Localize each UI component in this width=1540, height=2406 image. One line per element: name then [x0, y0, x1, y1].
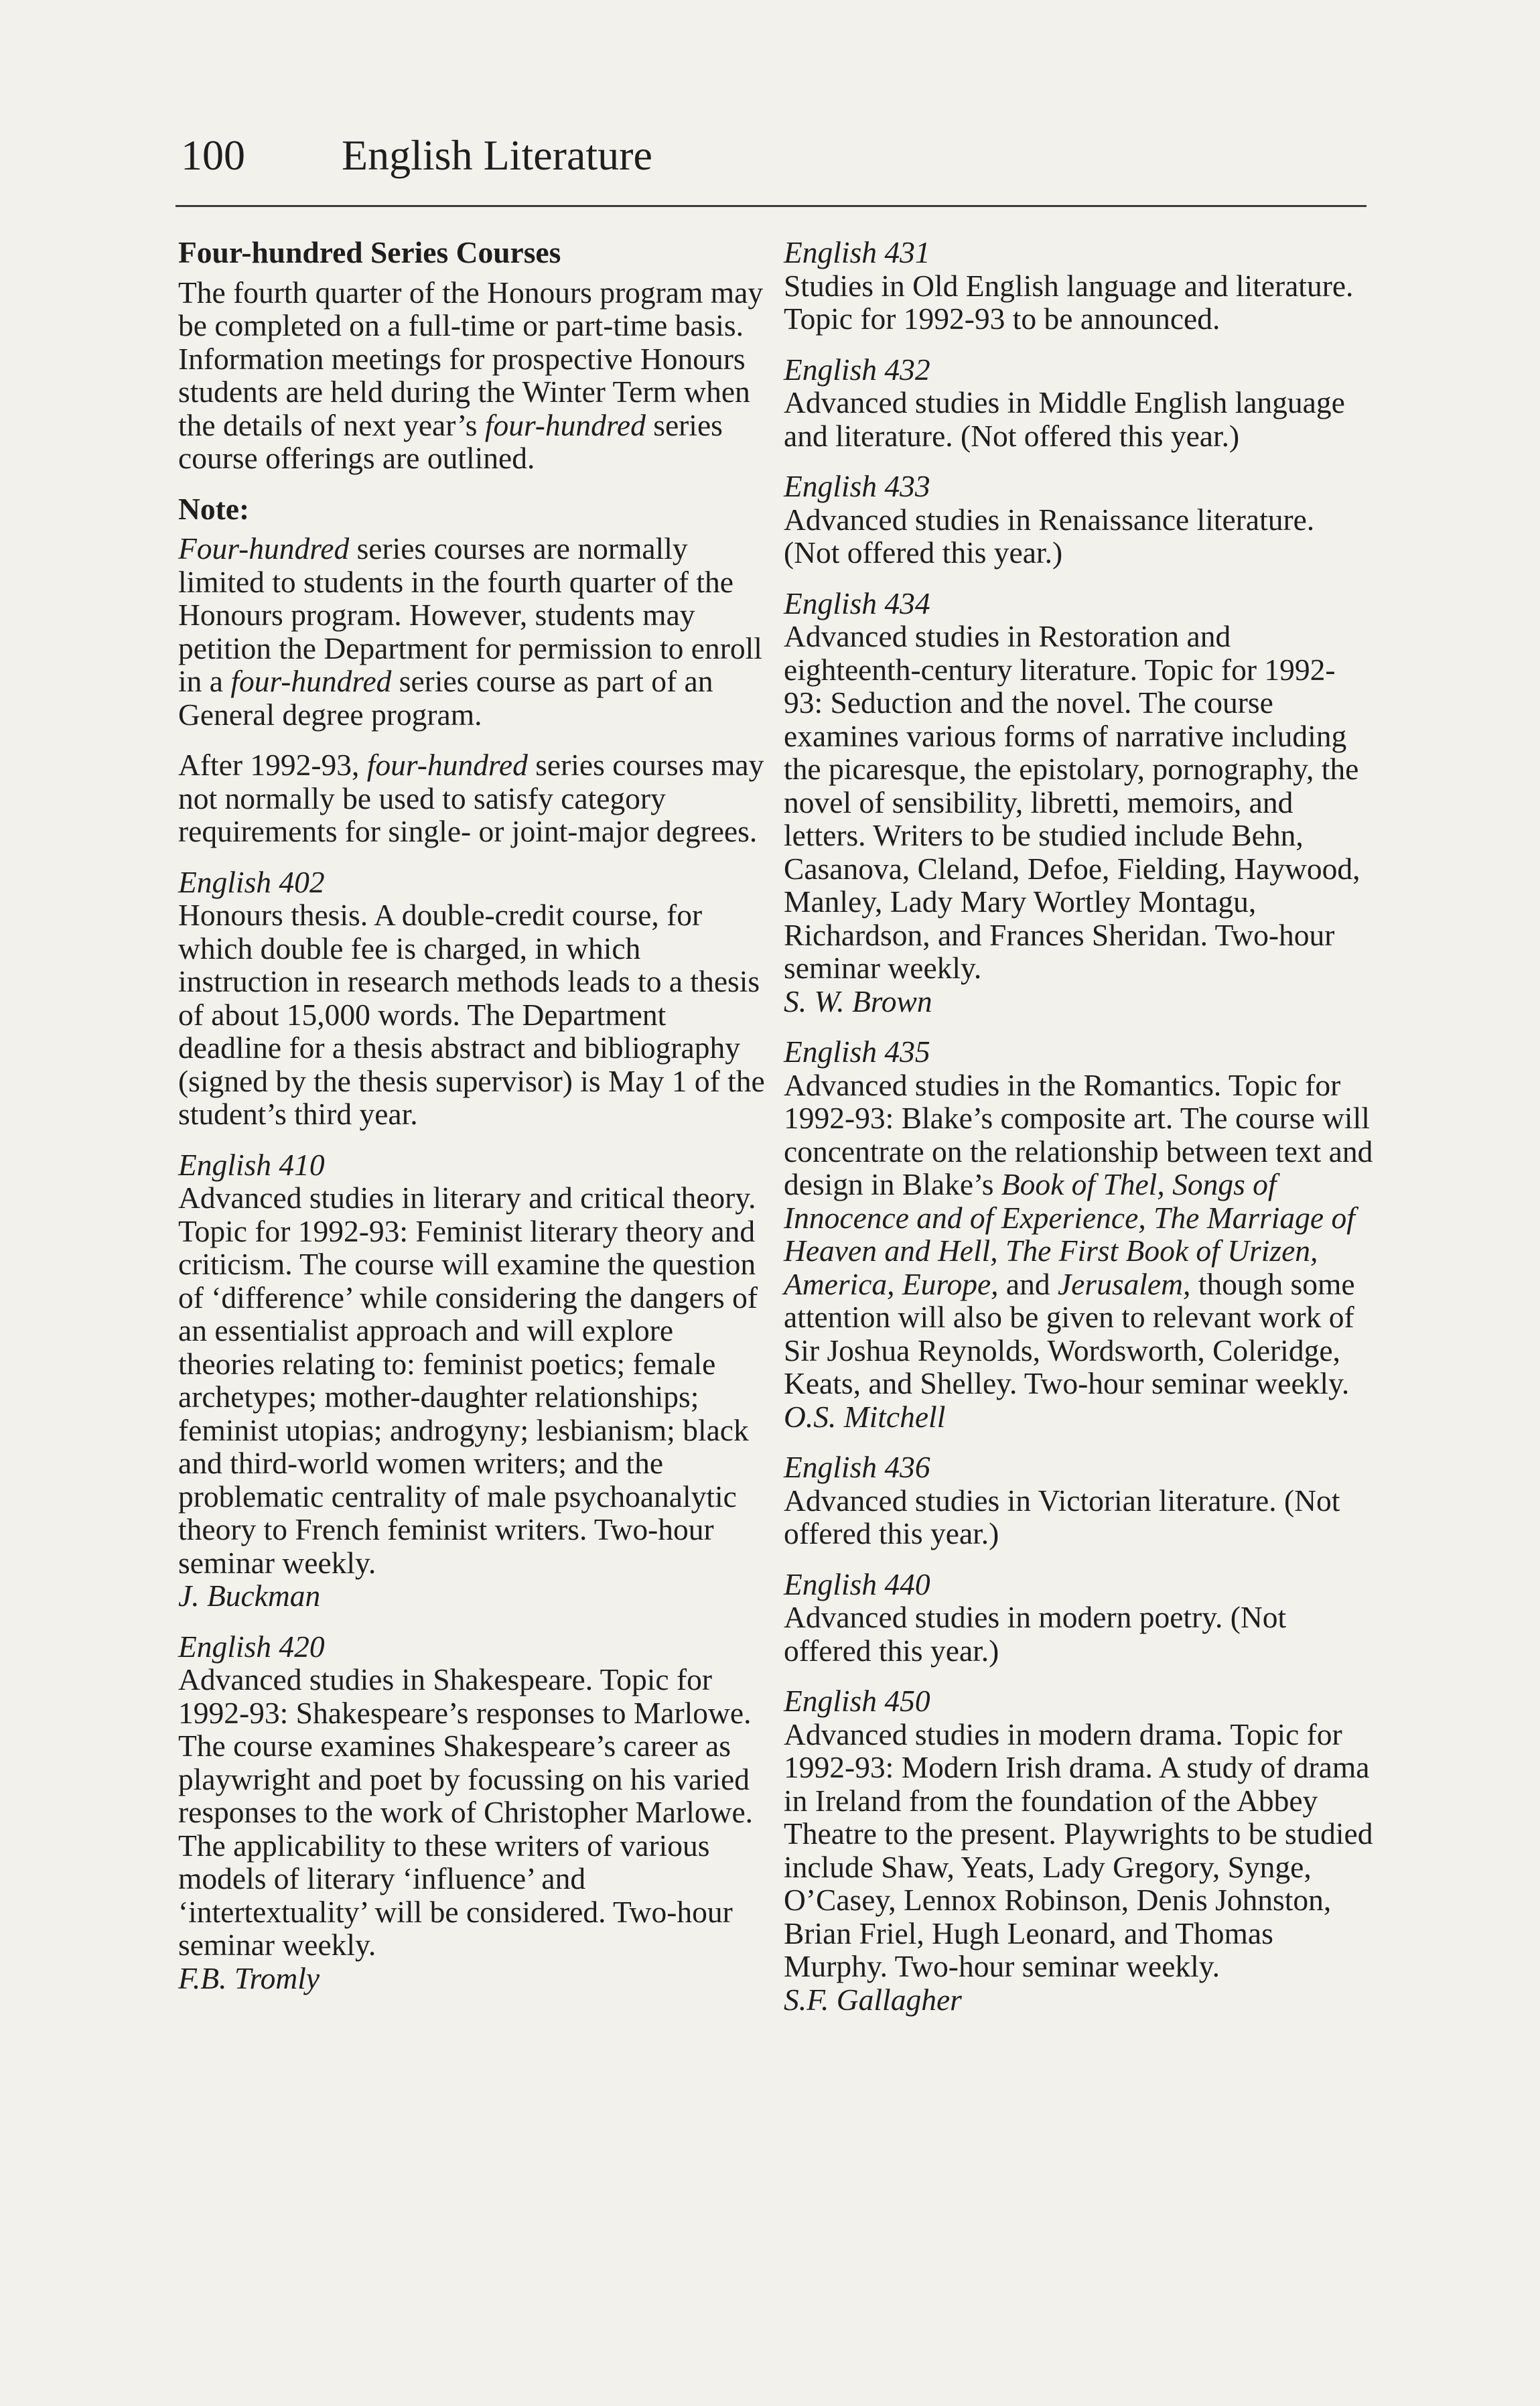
course-description: Advanced studies in Middle English language and literature. (Not offered this year.): [784, 385, 1345, 453]
course-entry: [784, 1035, 1373, 1433]
note1-text-b: series course as part of an General degree program.: [178, 664, 713, 732]
section-heading: Four-hundred Series Courses: [178, 235, 561, 269]
course-number: English 433: [784, 469, 930, 503]
course-instructor: J. Buckman: [178, 1579, 321, 1613]
course-description: Advanced studies in modern drama. Topic for 1992-93: Modern Irish drama. A study of drama in Ireland from the foundation of the Abbey Theatre to the present. Playwrights to be studied include Shaw, Yeats, Lady Gregory, Synge, O’Casey, Lennox Robinson, Denis Johnston, Brian Friel, Hugh Leonard, and Thomas Murphy. Two-hour seminar weekly.: [784, 1717, 1373, 1983]
course-number: English 434: [784, 586, 930, 620]
course-description: Honours thesis. A double-credit course, for which double fee is charged, in which instruction in research methods leads to a thesis of about 15,000 words. The Department deadline for a thesis abstract and bibliography (signed by the thesis supervisor) is May 1 of the student’s third year.: [178, 898, 765, 1131]
course-number: English 402: [178, 864, 325, 899]
intro-text-a: The fourth quarter of the Honours program may be completed on a full-time or part-time basis. Information meetings for prospective Honours students are held during the Winter Term when the details of next year’s: [178, 275, 764, 442]
course-number: English 432: [784, 352, 930, 387]
note-paragraph-1: [178, 532, 774, 731]
course-entry: [178, 866, 774, 1131]
left-column: [178, 236, 774, 2012]
right-column: [784, 236, 1373, 2033]
course-description: Advanced studies in Victorian literature. (Not offered this year.): [784, 1483, 1340, 1550]
note-paragraph-2: [178, 748, 774, 848]
works-titles: Book of Thel, Songs of Innocence and of Experience, The Marriage of Heaven and Hell, The First Book of Urizen, America, Europe,: [784, 1167, 1355, 1301]
course-entry: [784, 353, 1373, 453]
note2-text-b: series courses may not normally be used to satisfy category requirements for single- or joint-major degrees.: [178, 748, 764, 848]
course-number: English 420: [178, 1629, 325, 1664]
note2-text-a: After 1992-93,: [178, 748, 367, 782]
course-entry: [784, 1451, 1373, 1550]
note-heading: Note:: [178, 491, 250, 526]
course-entry: [784, 1684, 1373, 2016]
course-number: English 431: [784, 235, 930, 269]
course-entry: [784, 470, 1373, 570]
note1-emphasis-2: four-hundred: [230, 664, 392, 698]
course-instructor: O.S. Mitchell: [784, 1399, 946, 1434]
intro-text-b: series course offerings are outlined.: [178, 407, 723, 475]
works-titles: Jerusalem,: [1057, 1266, 1191, 1301]
course-description: Advanced studies in Renaissance literature. (Not offered this year.): [784, 502, 1315, 570]
course-number: English 450: [784, 1684, 930, 1718]
course-description: [784, 1069, 1373, 1400]
page-title: English Literature: [342, 131, 652, 179]
course-description: Advanced studies in modern poetry. (Not offered this year.): [784, 1600, 1287, 1668]
note1-emphasis-1: Four-hundred: [178, 531, 350, 565]
description-text: and: [998, 1266, 1058, 1301]
course-entry: [784, 1568, 1373, 1668]
note1-text-a: series courses are normally limited to students in the fourth quarter of the Honours program. However, students may petition the Department for permission to enroll in a: [178, 531, 762, 698]
course-description: Advanced studies in Shakespeare. Topic for 1992-93: Shakespeare’s responses to Marlowe. The course examines Shakespeare’s career as playwright and poet by focussing on his varied responses to the work of Christopher Marlowe. The applicability to these writers of various models of literary ‘influence’ and ‘intertextuality’ will be considered. Two-hour seminar weekly.: [178, 1662, 754, 1962]
header-rule: [176, 205, 1367, 207]
course-entry: [178, 1148, 774, 1613]
course-entry: [784, 236, 1373, 336]
course-instructor: S. W. Brown: [784, 984, 932, 1018]
course-instructor: F.B. Tromly: [178, 1960, 320, 1995]
course-number: English 435: [784, 1034, 930, 1069]
description-text: Advanced studies in the Romantics. Topic for 1992-93: Blake’s composite art. The course will concentrate on the relationship between text and design in Blake’s: [784, 1067, 1373, 1201]
page-header: [181, 131, 652, 179]
intro-paragraph: [178, 276, 774, 475]
course-instructor: S.F. Gallagher: [784, 1982, 962, 2017]
course-description: Advanced studies in literary and critical theory. Topic for 1992-93: Feminist literary theory and criticism. The course will examine the question of ‘difference’ while considering the dangers of an essentialist approach and will explore theories relating to: feminist poetics; female archetypes; mother-daughter relationships; feminist utopias; androgyny; lesbianism; black and third-world women writers; and the problematic centrality of male psychoanalytic theory to French feminist writers. Two-hour seminar weekly.: [178, 1181, 758, 1580]
note2-emphasis: four-hundred: [366, 748, 528, 782]
course-number: English 440: [784, 1566, 930, 1601]
course-entry: [784, 587, 1373, 1018]
course-entry: [178, 1630, 774, 1995]
course-number: English 436: [784, 1450, 930, 1484]
course-number: English 410: [178, 1147, 325, 1182]
page-number: 100: [181, 131, 245, 179]
intro-emphasis: four-hundred: [484, 407, 646, 442]
course-description: Studies in Old English language and literature. Topic for 1992-93 to be announced.: [784, 268, 1354, 336]
course-description: Advanced studies in Restoration and eighteenth-century literature. Topic for 1992-93: Seduction and the novel. The course examines various forms of narrative including the picaresque, the epistolary, pornography, the novel of sensibility, libretti, memoirs, and letters. Writers to be studied include Behn, Casanova, Cleland, Defoe, Fielding, Haywood, Manley, Lady Mary Wortley Montagu, Richardson, and Frances Sheridan. Two-hour seminar weekly.: [784, 619, 1360, 985]
description-text: though some attention will also be given to relevant work of Sir Joshua Reynolds, Wordsworth, Coleridge, Keats, and Shelley. Two-hour seminar weekly.: [784, 1266, 1355, 1400]
